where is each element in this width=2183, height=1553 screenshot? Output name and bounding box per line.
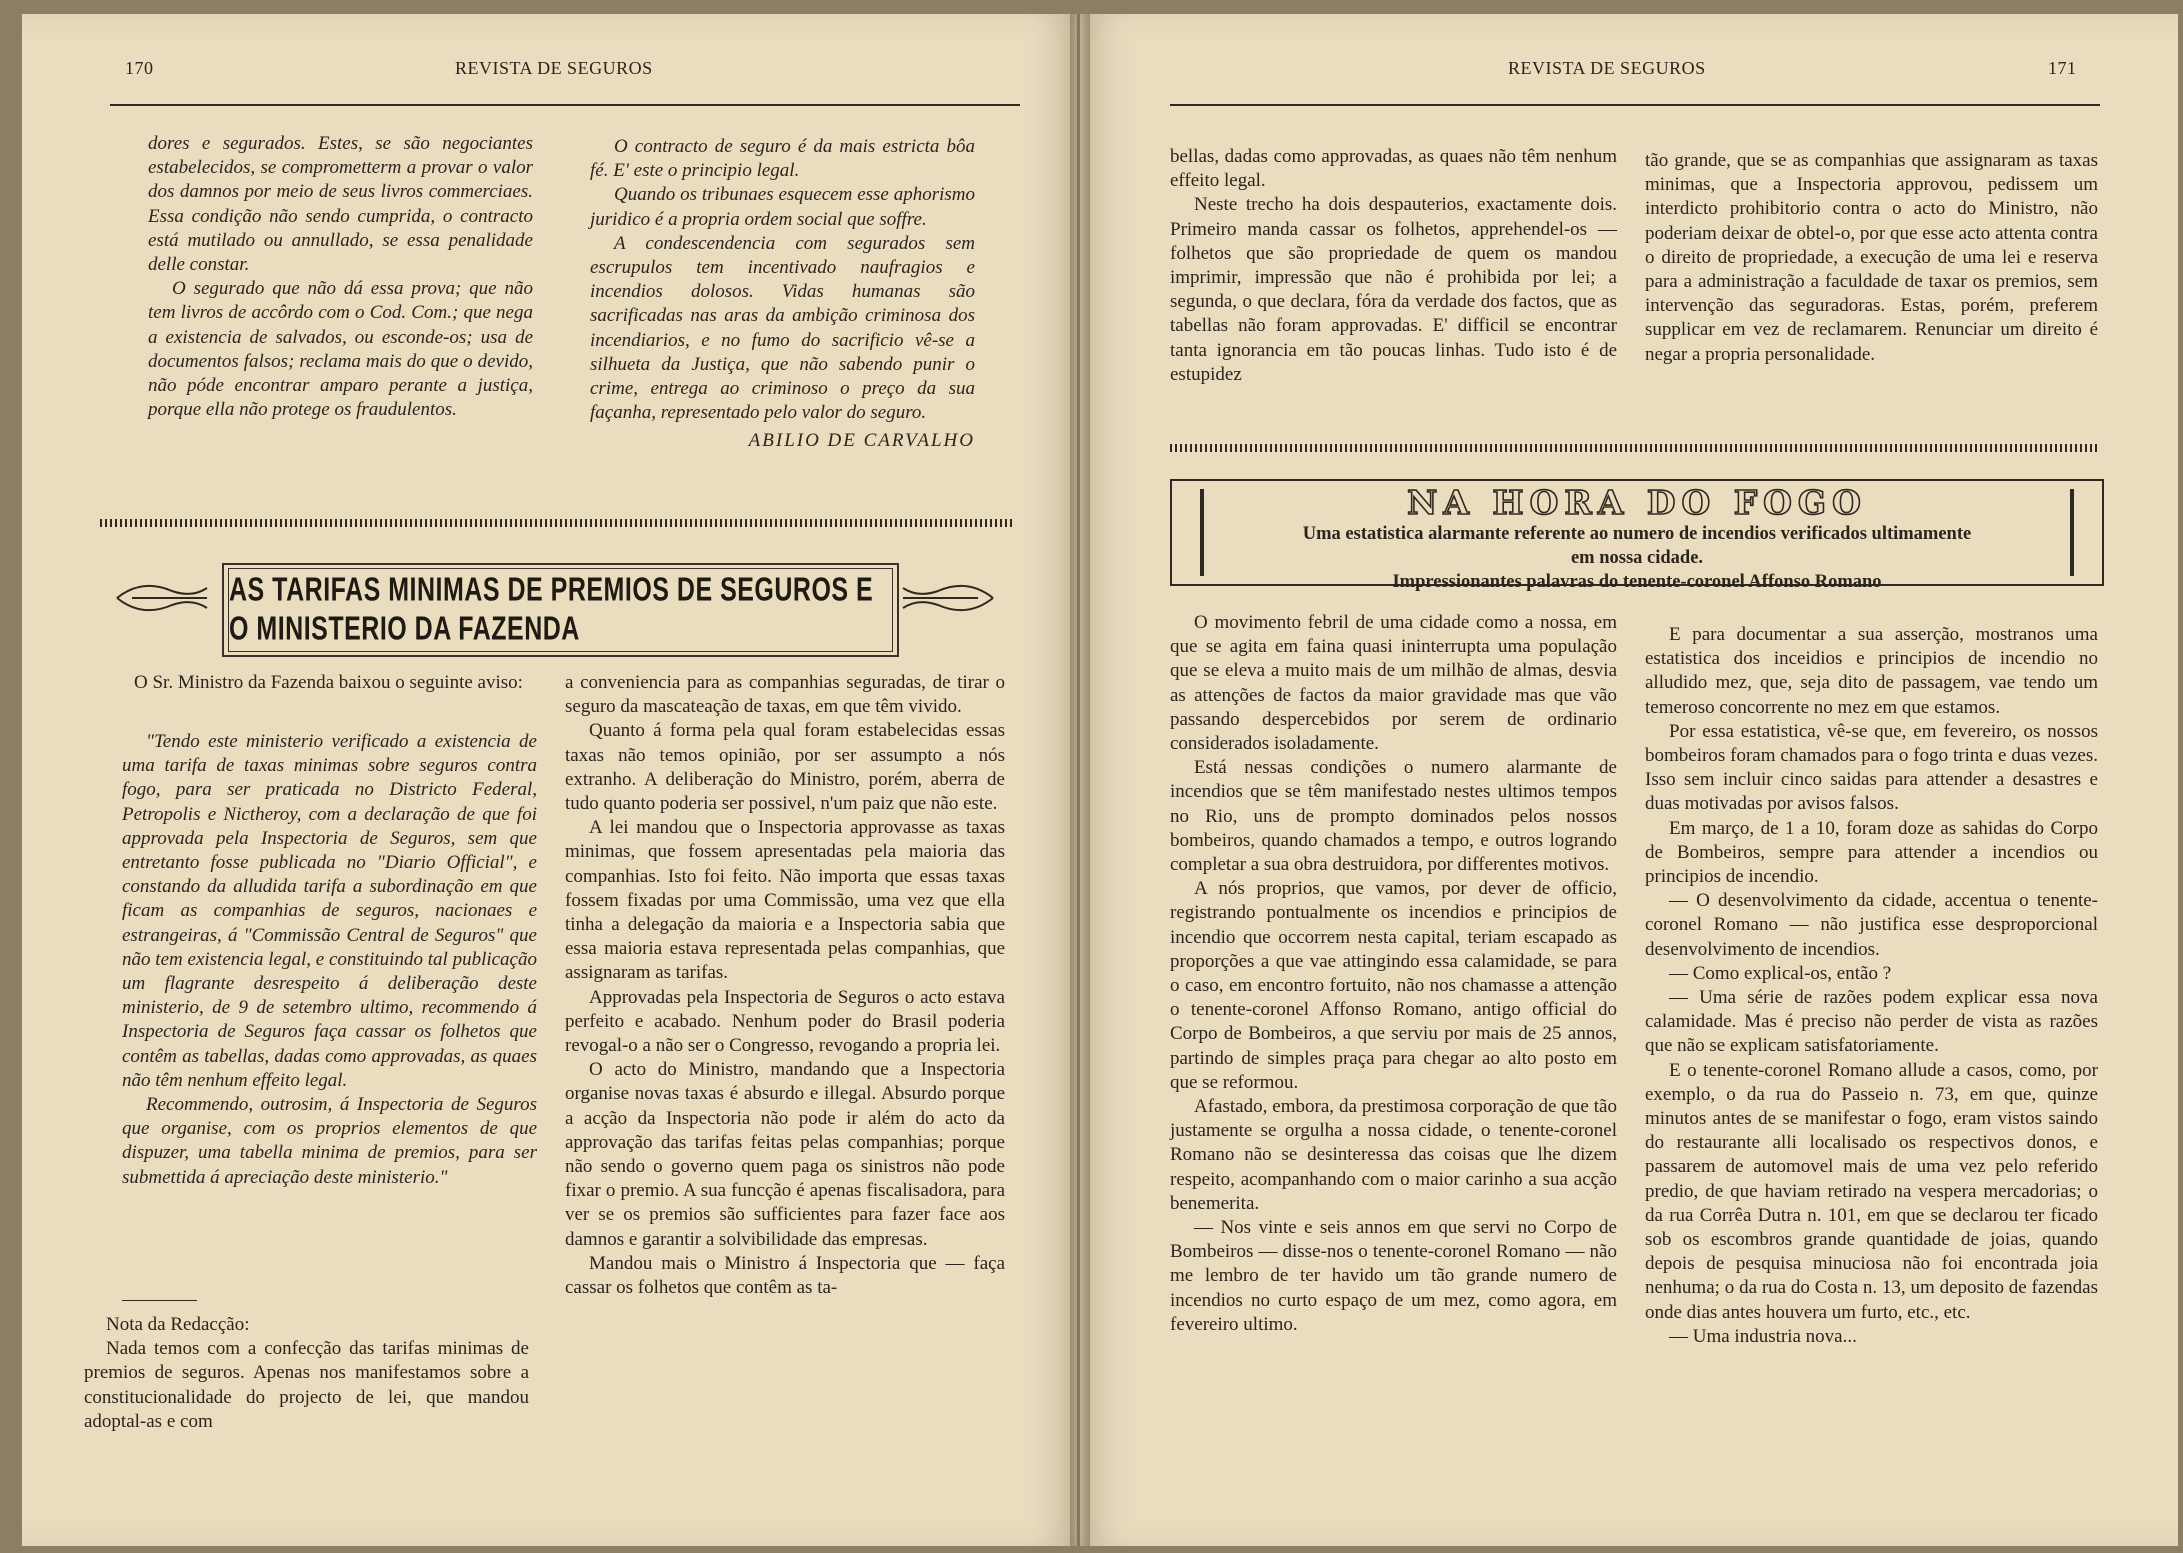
right-col3-p5: — Nos vinte e seis annos em que servi no Corpo de Bombeiros — disse-nos o tenente-coronel Romano — não me lembro de ter havido um tão grande numero de incendios no curto espaço de um mez, como agora, em fevereiro ultimo. <box>1170 1217 1617 1335</box>
fire-article-subtitle-2: Impressionantes palavras do tenente-coronel Affonso Romano <box>1392 572 1882 592</box>
left-header-rule <box>110 104 1020 106</box>
page-gutter <box>1070 14 1090 1546</box>
left-col4-p2: Quanto á forma pela qual foram estabelecidas essas taxas não temos opinião, por ser assumpto a nós extranho. A deliberação do Ministro, porém, aberra de tudo quanto poderia ser possivel, n'um paiz que não este. <box>565 720 1005 815</box>
left-flourish-ornament <box>112 573 212 623</box>
note-rule <box>122 1300 197 1301</box>
left-col4-p5: O acto do Ministro, mandando que a Inspectoria organise novas taxas é absurdo e illegal. Absurdo porque a acção da Inspectoria não pode ir além do acto da approvação das tarifas feitas pelas companhias; porque não sendo o governo quem paga os sinistros não pode fixar o premio. A sua funcção é apenas fiscalisadora, para ver se os premios são sufficientes para fazer face aos damnos e garantir a solvibilidade das empresas. <box>565 1059 1005 1250</box>
left-col4-p3: A lei mandou que o Inspectoria approvasse as taxas minimas, que fossem apresentadas pela maioria das companhias. Isto foi feito. Não importa que essas taxas fossem fixadas por uma Commissão, uma vez que ella tinha a delegação da maioria e a Inspectoria sabia que essa maioria estava representada pelas companhias, que assignaram as tarifas. <box>565 817 1005 984</box>
left-col1-p2: O segurado que não dá essa prova; que não tem livros de accôrdo com o Cod. Com.; que nega a existencia de salvados, ou esconde-os; usa de documentos falsos; reclama mais do que o devido, não póde encontrar amparo perante a justiça, porque ella não protege os fraudulentos. <box>148 278 533 421</box>
right-page-number: 171 <box>2048 58 2077 78</box>
right-col4-p5: — Como explical-os, então ? <box>1669 962 1892 984</box>
right-col3-p2: Está nessas condições o numero alarmante de incendios que se têm manifestado nestes ultimos tempos no Rio, uns de prompto dominados pelos nossos bombeiros, quando chamados a tempo, e outros logrando completar a sua obra destruidora, por differentes motivos. <box>1170 757 1617 876</box>
left-col1 <box>148 132 533 422</box>
aviso-p2: Recommendo, outrosim, á Inspectoria de Seguros que organise, com os proprios elementos de que dispuzer, uma tabella minima de premios, para ser submettida á apreciação deste ministerio." <box>122 1094 537 1188</box>
left-dotted-divider <box>100 519 1015 527</box>
right-col2-p1: tão grande, que se as companhias que assignaram as taxas minimas, que a Inspectoria approvou, pedissem um interdicto prohibitorio contra o acto do Ministro, não poderiam deixar de obtel-o, por que esse acto attenta contra o direito de propriedade, a execução de uma lei e reserva para a administração a faculdade de taxar os premios, sem intervenção das seguradoras. Estas, porém, preferem supplicar em vez de reclamarem. Renunciar um direito é negar a propria personalidade. <box>1645 150 2098 365</box>
right-col3 <box>1170 611 1617 1337</box>
left-col4-p4: Approvadas pela Inspectoria de Seguros o acto estava perfeito e acabado. Nenhum poder do Brasil poderia revogal-o a não ser o Congresso, revogando a propria lei. <box>565 986 1005 1057</box>
left-col4-p6: Mandou mais o Ministro á Inspectoria que — faça cassar os folhetos que contêm as ta- <box>565 1252 1005 1299</box>
signature: ABILIO DE CARVALHO <box>748 430 975 452</box>
left-page-number: 170 <box>125 58 154 78</box>
right-col4-p4: — O desenvolvimento da cidade, accentua o tenente-coronel Romano — não justifica esse desproporcional desenvolvimento de incendios. <box>1645 890 2098 960</box>
left-col2 <box>590 135 975 454</box>
fire-article-title: NA HORA DO FOGO <box>1407 483 1867 522</box>
article-title: AS TARIFAS MINIMAS DE PREMIOS DE SEGUROS E O MINISTERIO DA FAZENDA <box>229 570 874 648</box>
right-col4-p2: Por essa estatistica, vê-se que, em fevereiro, os nossos bombeiros foram chamados para o fogo trinta e duas vezes. Isso sem incluir cinco saidas para attender a desastres e duas motivadas por avisos falsos. <box>1645 720 2098 815</box>
left-col3 <box>110 671 540 695</box>
right-col4-p3: Em março, de 1 a 10, foram doze as sahidas do Corpo de Bombeiros, sempre para attender a incendios ou principios de incendio. <box>1645 817 2098 888</box>
box-left-bar <box>1200 489 1204 576</box>
aviso-text <box>122 730 537 1190</box>
right-col3-p1: O movimento febril de uma cidade como a nossa, em que se agita em faina quasi ininterrupta uma população que se eleva a muito mais de um milhão de almas, desvia as attenções de factos da maior gravidade mas que vão passando despercebidos por serem de ordinario considerados isoladamente. <box>1170 612 1617 755</box>
right-col2 <box>1645 149 2098 367</box>
left-col2-p2: Quando os tribunaes esquecem esse aphorismo juridico é a propria ordem social que soffre. <box>590 184 975 230</box>
article-title-box <box>222 563 899 657</box>
right-running-head: REVISTA DE SEGUROS <box>1508 58 1706 78</box>
right-col4-p7: E o tenente-coronel Romano allude a casos, como, por exemplo, o da rua do Passeio n. 73, em que, quinze minutos antes de se manifestar o fogo, eram vistos saindo do restaurante alli localisado os respectivos donos, e passarem de automovel mais de uma vez pelo referido predio, de que haviam retirado na vespera mercadorias; o da rua Corrêa Dutra n. 101, em que se declarou ter ficado sob os escombros grande quantidade de joias, quando depois de pesquisa minuciosa não foi encontrada joia nenhuma; o da rua do Costa n. 13, um deposito de fazendas onde dias antes houvera um furto, etc., etc. <box>1645 1059 2098 1323</box>
left-col2-p1: O contracto de seguro é da mais estricta bôa fé. E' este o principio legal. <box>590 136 975 182</box>
left-col4 <box>565 671 1005 1300</box>
note-text: Nada temos com a confecção das tarifas minimas de premios de seguros. Apenas nos manifestamos sobre a constitucionalidade do projecto de lei, que mandou adoptal-as e com <box>84 1338 529 1432</box>
left-col1-p1: dores e segurados. Estes, se são negociantes estabelecidos, se comprometterm a provar o valor dos damnos por meio de seus livros commerciaes. Essa condição não sendo cumprida, o contracto está mutilado ou annullado, se essa penalidade delle constar. <box>148 133 533 276</box>
right-col3-p3: A nós proprios, que vamos, por dever de officio, registrando pontualmente os incendios e principios de incendio que occorrem nesta capital, teriam escapado as proporções a que vae attingindo essa calamidade, se para o caso, em encontro fortuito, não nos chamasse a attenção o tenente-coronel Affonso Romano, antigo official do Corpo de Bombeiros, a que serviu por mais de 25 annos, partindo de simples praça para chegar ao alto posto em que se reformou. <box>1170 878 1617 1093</box>
aviso-p1: "Tendo este ministerio verificado a existencia de uma tarifa de taxas minimas sobre seguros contra fogo, para ser praticada no Districto Federal, Petropolis e Nictheroy, com a declaração de que foi approvada pela Inspectoria de Seguros, sem que entretanto fosse publicada no "Diario Official", e constando da alludida tarifa a subordinação em que ficam as companhias de seguros, nacionaes e estrangeiras, á "Commissão Central de Seguros" que não tem existencia legal, e constituindo tal publicação um flagrante desrespeito á deliberação deste ministerio, de 9 de setembro ultimo, recommendo á Inspectoria de Seguros faça cassar os folhetos que contêm as tabellas, dadas como approvadas, as quaes não têm nenhum effeito legal. <box>122 731 537 1091</box>
editorial-note <box>84 1313 529 1434</box>
right-col4-p8: — Uma industria nova... <box>1669 1325 1857 1347</box>
left-col4-p1: a conveniencia para as companhias seguradas, de tirar o seguro da mascateação de taxas, em que têm vivido. <box>565 672 1005 718</box>
fire-article-subtitle-1: Uma estatistica alarmante referente ao numero de incendios verificados ultimamente em nossa cidade. <box>1302 524 1972 568</box>
right-col3-p4: Afastado, embora, da prestimosa corporação de que tão justamente se orgulha a nossa cidade, o tenente-coronel Romano não se desinteressa das coisas que lhe dizem respeito, acompanhando com o maior carinho a sua acção benemerita. <box>1170 1096 1617 1214</box>
right-col4 <box>1645 623 2098 1349</box>
left-col2-p3: A condescendencia com segurados sem escrupulos tem incentivado naufragios e incendios dolosos. Vidas humanas são sacrificadas nas aras da ambição criminosa dos incendiarios, e no fumo do sacrificio vê-se a silhueta da Justiça, que não sabendo punir o crime, entrega ao criminoso o preço da sua façanha, representado pelo valor do seguro. <box>590 232 975 424</box>
right-col1-p1: bellas, dadas como approvadas, as quaes não têm nenhum effeito legal. <box>1170 146 1617 192</box>
right-flourish-ornament <box>898 573 998 623</box>
right-col4-p6: — Uma série de razões podem explicar essa nova calamidade. Mas é preciso não perder de vista as razões que não se explicam satisfatoriamente. <box>1645 987 2098 1057</box>
right-col1 <box>1170 145 1617 387</box>
article-intro: O Sr. Ministro da Fazenda baixou o seguinte aviso: <box>134 672 523 693</box>
fire-article-headline-box <box>1170 479 2104 592</box>
left-running-head: REVISTA DE SEGUROS <box>455 58 653 78</box>
right-dotted-divider <box>1170 444 2100 452</box>
right-header-rule <box>1170 104 2100 106</box>
right-col4-p1: E para documentar a sua asserção, mostranos uma estatistica dos inceidios e principios de incendio no alludido mez, que, seja dito de passagem, vae tendo um temeroso concorrente no mez em que estamos. <box>1645 624 2098 718</box>
box-right-bar <box>2070 489 2074 576</box>
right-col1-p2: Neste trecho ha dois despauterios, exactamente dois. Primeiro manda cassar os folhetos, apprehendel-os — folhetos que são propriedade de quem os mandou imprimir, impressão que não é prohibida por lei; a segunda, o que declara, fóra da verdade dos factos, que as tabellas não foram approvadas. E' difficil se encontrar tanta ignorancia em tão poucas linhas. Tudo isto é de estupidez <box>1170 194 1617 385</box>
note-label: Nota da Redacção: <box>106 1314 250 1335</box>
